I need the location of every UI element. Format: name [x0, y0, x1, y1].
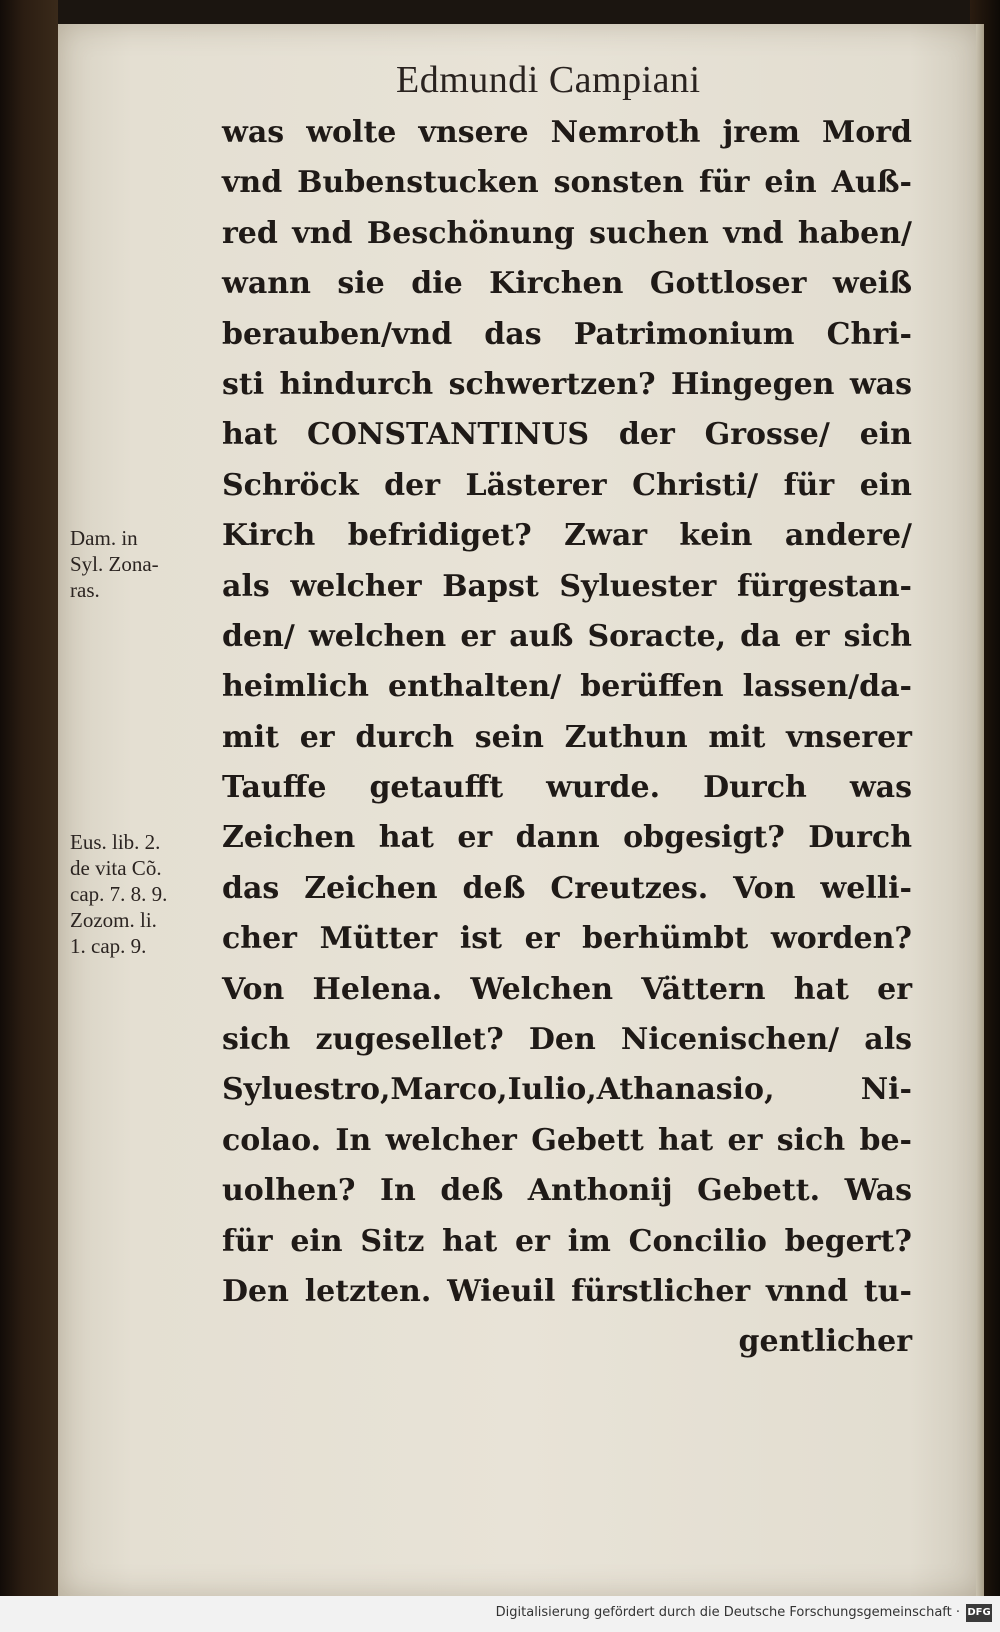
- text-line: vnd Bubenstucken sonsten für ein Auß-: [222, 165, 912, 201]
- text-line: das Zeichen deß Creutzes. Von welli-: [222, 870, 912, 906]
- marginal-note-eusebius: [70, 829, 220, 959]
- text-line: was wolte vnsere Nemroth jrem Mord: [222, 115, 912, 150]
- text-line: für ein Sitz hat er im Concilio begert?: [222, 1223, 912, 1259]
- text-line: berauben/vnd das Patrimonium Chri-: [222, 316, 912, 352]
- text-line: Kirch befridiget? Zwar kein andere/: [222, 518, 912, 554]
- text-line: Von Helena. Welchen Vättern hat er: [222, 971, 912, 1007]
- text-line: cher Mütter ist er berhümbt worden?: [222, 921, 912, 957]
- text-line: Zeichen hat er dann obgesigt? Durch: [222, 820, 912, 856]
- marginal-line: ras.: [70, 578, 100, 602]
- text-line: heimlich enthalten/ berüffen lassen/da-: [222, 669, 912, 705]
- text-line: Schröck der Lästerer Christi/ für ein: [222, 467, 912, 503]
- text-line: Syluestro,Marco,Iulio,Athanasio, Ni-: [222, 1072, 912, 1108]
- marginal-line: de vita Cõ.: [70, 856, 162, 880]
- dfg-logo-icon: DFG: [966, 1604, 992, 1622]
- digitization-footer: [0, 1596, 1000, 1632]
- text-line: red vnd Beschönung suchen vnd haben/: [222, 215, 912, 251]
- marginal-note-damasus: [70, 525, 220, 603]
- text-line: colao. In welcher Gebett hat er sich be-: [222, 1122, 912, 1158]
- text-line: wann sie die Kirchen Gottloser weiß: [222, 266, 912, 302]
- catchword: gentlicher: [738, 1324, 912, 1360]
- marginal-line: cap. 7. 8. 9.: [70, 882, 168, 906]
- text-line: hat CONSTANTINUS der Grosse/ ein: [222, 417, 912, 453]
- footer-credit: Digitalisierung gefördert durch die Deutsche Forschungsgemeinschaft ·: [495, 1605, 960, 1620]
- page-edge: [976, 24, 984, 1596]
- marginal-line: Syl. Zona-: [70, 552, 159, 576]
- marginal-line: Eus. lib. 2.: [70, 830, 161, 854]
- text-line: sti hindurch schwertzen? Hingegen was: [222, 366, 912, 402]
- text-line: mit er durch sein Zuthun mit vnserer: [222, 719, 912, 755]
- text-line: als welcher Bapst Syluester fürgestan-: [222, 568, 912, 604]
- text-line: Tauffe getaufft wurde. Durch was: [222, 770, 912, 806]
- marginal-line: Zozom. li.: [70, 908, 157, 932]
- body-text: [222, 108, 912, 1368]
- marginal-line: 1. cap. 9.: [70, 934, 147, 958]
- text-line: uolhen? In deß Anthonij Gebett. Was: [222, 1173, 912, 1209]
- text-line: sich zugesellet? Den Nicenischen/ als: [222, 1022, 912, 1058]
- marginal-line: Dam. in: [70, 526, 138, 550]
- running-head: Edmundi Campiani: [396, 59, 701, 101]
- text-line: den/ welchen er auß Soracte, da er sich: [222, 618, 912, 654]
- book-binding-left: [0, 0, 58, 1632]
- text-line: Den letzten. Wieuil fürstlicher vnnd tu-: [222, 1273, 912, 1309]
